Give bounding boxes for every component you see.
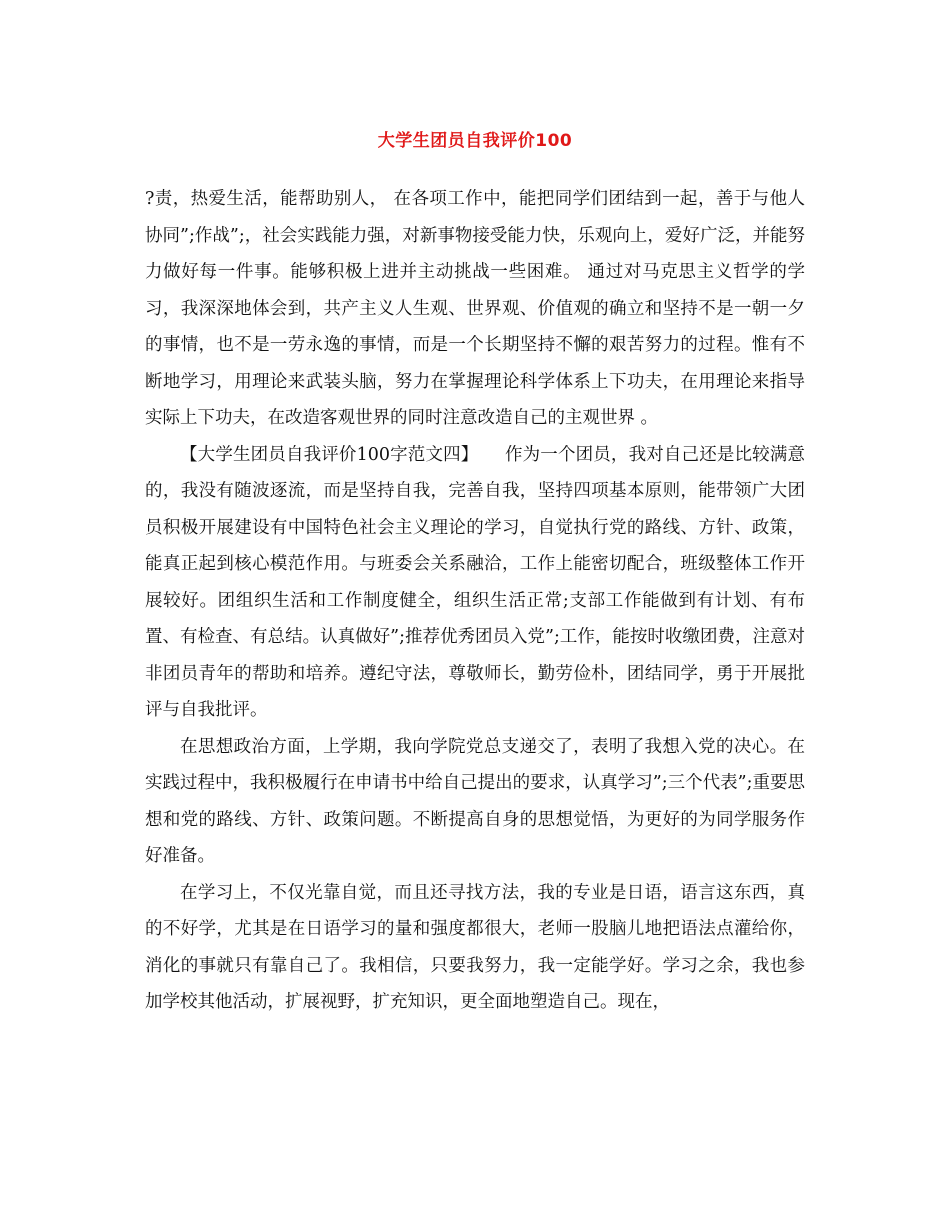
paragraph-4: 在学习上，不仅光靠自觉，而且还寻找方法，我的专业是日语，语言这东西，真的不好学，尤其是在日语学习的量和强度都很大，老师一股脑儿地把语法点灌给你，消化的事就只有靠自己了。我相信，只要我努力，我一定能学好。学习之余，我也参加学校其他活动，扩展视野，扩充知识，更全面地塑造自己。现在， (145, 882, 805, 1012)
document-title: 大学生团员自我评价100 (377, 131, 573, 151)
paragraph-3: 在思想政治方面，上学期，我向学院党总支递交了，表明了我想入党的决心。在实践过程中，我积极履行在申请书中给自己提出的要求，认真学习”;三个代表”;重要思想和党的路线、方针、政策问题。不断提高自身的思想觉悟，为更好的为同学服务作好准备。 (145, 736, 805, 866)
paragraph-2: 【大学生团员自我评价100字范文四】 作为一个团员，我对自己还是比较满意的，我没有随波逐流，而是坚持自我，完善自我，坚持四项基本原则，能带领广大团员积极开展建设有中国特色社会主义理论的学习，自觉执行党的路线、方针、政策，能真正起到核心模范作用。与班委会关系融洽，工作上能密切配合，班级整体工作开展较好。团组织生活和工作制度健全，组织生活正常;支部工作能做到有计划、有布置、有检查、有总结。认真做好”;推荐优秀团员入党”;工作，能按时收缴团费，注意对非团员青年的帮助和培养。遵纪守法，尊敬师长，勤劳俭朴，团结同学，勇于开展批评与自我批评。 (145, 444, 805, 720)
paragraph-1: ?责，热爱生活，能帮助别人， 在各项工作中，能把同学们团结到一起，善于与他人协同”;作战”;，社会实践能力强，对新事物接受能力快，乐观向上，爱好广泛，并能努力做好每一件事。能够积极上进并主动挑战一些困难。 通过对马克思主义哲学的学习，我深深地体会到，共产主义人生观、世界观、价值观的确立和坚持不是一朝一夕的事情，也不是一劳永逸的事情，而是一个长期坚持不懈的艰苦努力的过程。惟有不断地学习，用理论来武装头脑，努力在掌握理论科学体系上下功夫，在用理论来指导实际上下功夫，在改造客观世界的同时注意改造自己的主观世界 。 (145, 189, 805, 428)
document-body (145, 181, 805, 1021)
